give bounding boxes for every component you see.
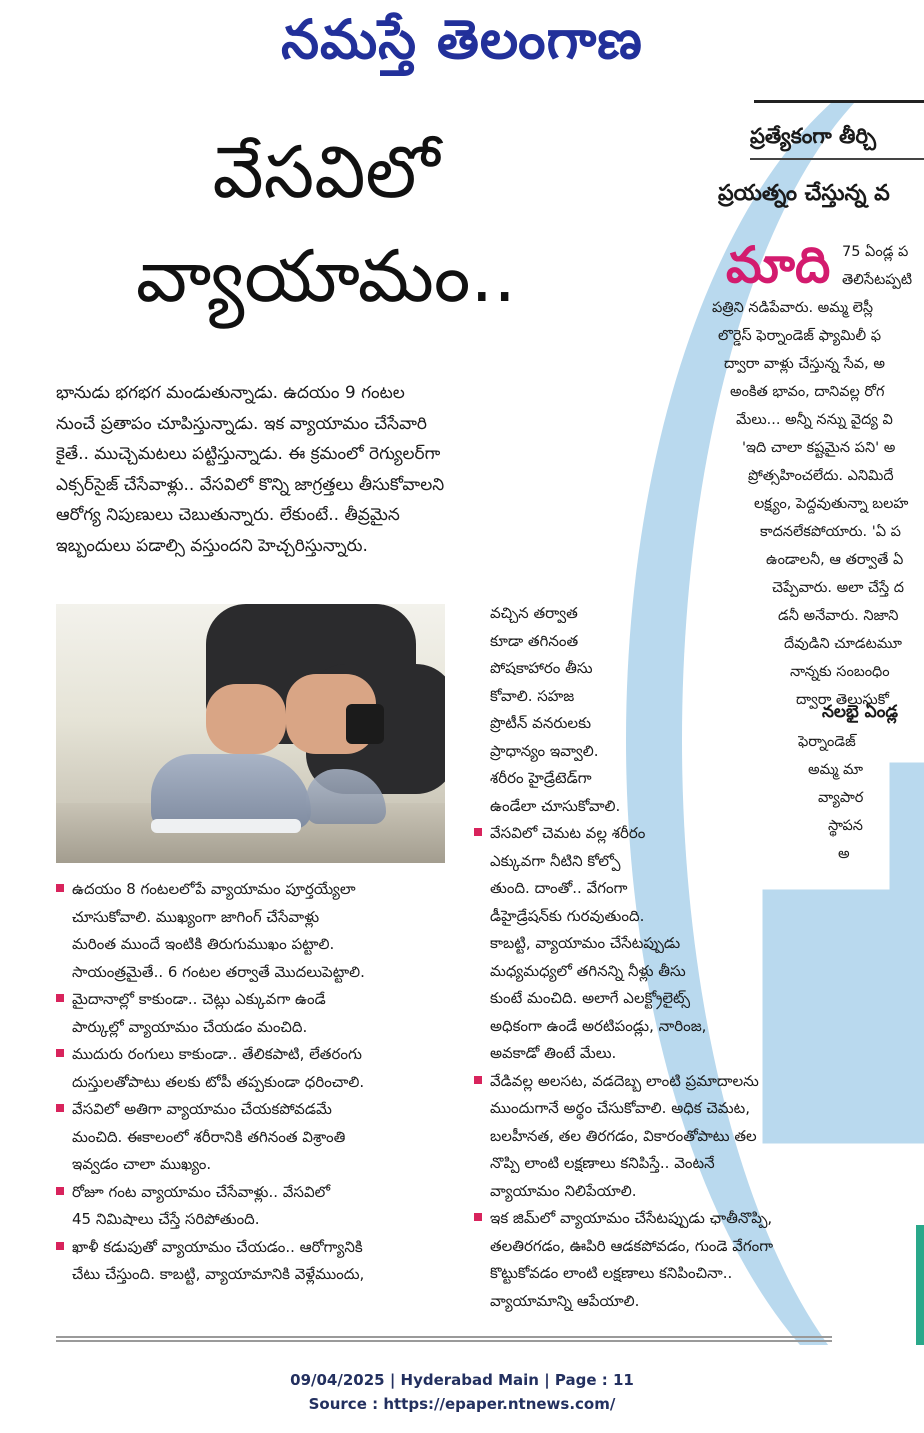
text-line bbox=[700, 462, 924, 490]
text-line-content: అధికంగా ఉండే అరటిపండ్లు, నారింజ, bbox=[490, 1016, 707, 1035]
text-line bbox=[474, 655, 854, 683]
text-line bbox=[474, 1095, 854, 1123]
text-line bbox=[474, 1068, 854, 1096]
text-line-content: 75 ఏండ్ల ప bbox=[842, 244, 909, 260]
text-line-content: మంచిది. ఈకాలంలో శరీరానికి తగినంత విశ్రాంతి bbox=[72, 1127, 346, 1146]
text-line bbox=[56, 1206, 466, 1234]
text-line-content: ఉండేలా చూసుకోవాలి. bbox=[490, 796, 621, 815]
headline-line-2: వ్యాయామం.. bbox=[135, 234, 517, 318]
bullet-marker bbox=[56, 1104, 64, 1112]
text-line bbox=[56, 1151, 466, 1179]
footer-date-edition: 09/04/2025 | Hyderabad Main | Page : 11 bbox=[290, 1371, 634, 1389]
text-line-content: పోషకాహారం తీసు bbox=[490, 659, 593, 677]
text-line-content: దుస్తులతోపాటు తలకు టోపీ తప్పకుండా ధరించాలి. bbox=[72, 1072, 365, 1091]
side-article-dropcap: మాది bbox=[726, 236, 831, 294]
bullet-marker bbox=[56, 1242, 64, 1250]
text-line bbox=[56, 1041, 466, 1069]
text-line bbox=[700, 574, 924, 602]
text-line bbox=[56, 439, 596, 470]
text-line-content: మైదానాల్లో కాకుండా.. చెట్లు ఎక్కువగా ఉండే bbox=[72, 990, 326, 1008]
text-line-content: నుంచే ప్రతాపం చూపిస్తున్నాడు. ఇక వ్యాయామం చేసేవారి bbox=[56, 413, 427, 434]
text-line-content: తెలిసేటప్పటి bbox=[842, 272, 913, 288]
text-line bbox=[700, 294, 924, 322]
text-line-content: వ్యాయామం నిలిపేయాలి. bbox=[490, 1181, 637, 1200]
text-line-content: ద్వారా వాళ్లు చేస్తున్న సేవ, అ bbox=[724, 356, 885, 372]
text-line-content: మధ్యమధ్యలో తగినన్ని నీళ్లు తీసు bbox=[490, 961, 686, 980]
text-line bbox=[474, 710, 854, 738]
text-line-content: అవకాడో తింటే మేలు. bbox=[490, 1044, 617, 1062]
text-line-content: వేసవిలో అతిగా వ్యాయామం చేయకపోవడమే bbox=[72, 1100, 332, 1118]
side-article-rule bbox=[754, 100, 924, 110]
text-line-content: పత్రిని నడిపేవారు. అమ్మ లెస్లీ bbox=[712, 300, 874, 316]
text-line bbox=[700, 238, 924, 266]
text-line bbox=[56, 409, 596, 440]
text-line bbox=[474, 600, 854, 628]
text-line bbox=[56, 378, 596, 409]
text-line-content: అ bbox=[838, 846, 850, 862]
text-line-content: ఫెర్నాండెజ్‌ bbox=[798, 734, 856, 750]
text-line-content: నాన్నకు సంబంధిం bbox=[790, 664, 890, 680]
text-line bbox=[474, 985, 854, 1013]
text-line bbox=[474, 793, 854, 821]
text-line-content: ఉండాలనీ, ఆ తర్వాతే ఏ bbox=[766, 552, 904, 568]
article-photo-shoe-lacing bbox=[56, 604, 445, 863]
text-line-content: అమ్మ మా bbox=[808, 762, 863, 778]
text-line-content: రోజూ గంట వ్యాయామం చేసేవాళ్లు.. వేసవిలో bbox=[72, 1182, 331, 1201]
text-line bbox=[474, 1205, 854, 1233]
text-line bbox=[56, 1124, 466, 1152]
text-line-content: భానుడు భగభగ మండుతున్నాడు. ఉదయం 9 గంటల bbox=[56, 383, 405, 403]
text-line bbox=[56, 1069, 466, 1097]
text-line bbox=[700, 322, 924, 350]
text-line bbox=[474, 628, 854, 656]
text-line-content: కైతే.. ముచ్చెమటలు పట్టిస్తున్నాడు. ఈ క్రమంలో రెగ్యులర్‌గా bbox=[56, 444, 441, 464]
text-line-content: మేలు... అన్నీ నన్ను వైద్య వి bbox=[736, 412, 893, 428]
text-line bbox=[474, 1123, 854, 1151]
text-line-content: పార్కుల్లో వ్యాయామం చేయడం మంచిది. bbox=[72, 1017, 308, 1036]
text-line-content: చెప్పేవారు. అలా చేస్తే ద bbox=[772, 580, 905, 596]
text-line bbox=[474, 1040, 854, 1068]
text-line-content: ప్రాధాన్యం ఇవ్వాలి. bbox=[490, 741, 599, 760]
adjacent-photo-edge bbox=[916, 1225, 924, 1345]
text-line-content: దేవుడిని చూడటమూ bbox=[784, 636, 902, 652]
text-line-content: డనీ అనేవారు. నిజాని bbox=[778, 608, 899, 624]
text-line-content: బలహీనత, తల తిరగడం, వికారంతోపాటు తల bbox=[490, 1126, 757, 1145]
text-line bbox=[700, 266, 924, 294]
text-line-content: నొప్పి లాంటి లక్షణాలు కనిపిస్తే.. వెంటనే bbox=[490, 1154, 715, 1172]
text-line-content: ఉదయం 8 గంటలలోపే వ్యాయామం పూర్తయ్యేలా bbox=[72, 880, 356, 898]
text-line-content: కాదనలేకపోయారు. 'ఏ ప bbox=[760, 524, 901, 540]
text-line bbox=[700, 406, 924, 434]
photo-shoe-sole bbox=[151, 819, 301, 833]
text-line bbox=[56, 1261, 466, 1289]
text-line-content: కుంటే మంచిది. అలాగే ఎలక్ట్రోలైట్స్‌ bbox=[490, 989, 691, 1007]
text-line-content: కాబట్టి, వ్యాయామం చేసేటప్పుడు bbox=[490, 934, 681, 952]
text-line bbox=[700, 490, 924, 518]
text-line bbox=[56, 1234, 466, 1262]
text-line bbox=[56, 1096, 466, 1124]
text-line-content: వేడివల్ల అలసట, వడదెబ్బ లాంటి ప్రమాదాలను bbox=[490, 1071, 759, 1090]
article-intro bbox=[56, 378, 596, 561]
text-line bbox=[474, 1233, 854, 1261]
bottom-rule bbox=[56, 1336, 832, 1342]
article-column-right bbox=[474, 600, 854, 1315]
text-line-content: అంకిత భావం, దానివల్ల రోగ bbox=[730, 384, 885, 400]
text-line bbox=[56, 531, 596, 562]
text-line bbox=[474, 683, 854, 711]
text-line bbox=[700, 434, 924, 462]
text-line bbox=[474, 958, 854, 986]
text-line-content: ఇబ్బందులు పడాల్సి వస్తుందని హెచ్చరిస్తున్నారు. bbox=[56, 535, 368, 556]
bullet-marker bbox=[56, 994, 64, 1002]
newspaper-masthead: నమస్తే తెలంగాణ bbox=[281, 7, 643, 71]
text-line bbox=[474, 1013, 854, 1041]
text-line-content: ఎక్కువగా నీటిని కోల్పో bbox=[490, 851, 621, 870]
text-line-content: వచ్చిన తర్వాత bbox=[490, 604, 578, 622]
text-line bbox=[700, 546, 924, 574]
text-line bbox=[474, 1288, 854, 1316]
bullet-marker bbox=[56, 884, 64, 892]
photo-shoe bbox=[151, 754, 311, 829]
text-line-content: ఆరోగ్య నిపుణులు చెబుతున్నారు. లేకుంటే.. తీవ్రమైన bbox=[56, 505, 400, 525]
text-line-content: వేసవిలో చెమట వల్ల శరీరం bbox=[490, 824, 646, 842]
text-line bbox=[474, 1178, 854, 1206]
side-article-subhead: ప్రత్యేకంగా తీర్చి bbox=[750, 116, 924, 160]
photo-hand-left bbox=[206, 684, 286, 754]
side-article-subhead-2: ప్రయత్నం చేస్తున్న వ bbox=[718, 181, 890, 206]
page-footer bbox=[0, 1368, 924, 1416]
text-line-content: 45 నిమిషాలు చేస్తే సరిపోతుంది. bbox=[72, 1210, 260, 1228]
bullet-marker bbox=[474, 1076, 482, 1084]
text-line-content: డీహైడ్రేషన్‌కు గురవుతుంది. bbox=[490, 906, 645, 925]
text-line-content: ముదురు రంగులు కాకుండా.. తేలికపాటి, లేతరంగు bbox=[72, 1045, 362, 1063]
text-line-content: వ్యాపార bbox=[818, 790, 864, 806]
text-line-content: తుంది. దాంతో.. వేగంగా bbox=[490, 879, 628, 897]
article-headline bbox=[56, 120, 596, 328]
text-line-content: ఖాళీ కడుపుతో వ్యాయామం చేయడం.. ఆరోగ్యానికి bbox=[72, 1237, 363, 1256]
text-line bbox=[700, 518, 924, 546]
text-line bbox=[474, 903, 854, 931]
text-line bbox=[474, 765, 854, 793]
text-line bbox=[474, 930, 854, 958]
text-line bbox=[474, 875, 854, 903]
text-line-content: ద్వారా తెలుసుకో bbox=[796, 692, 889, 708]
text-line-content: లొర్డెస్‌ ఫెర్నాండెజ్‌ ఫ్యామిలీ ఫ bbox=[718, 328, 882, 344]
text-line bbox=[56, 986, 466, 1014]
text-line-content: లక్ష్యం, పెద్దవుతున్నా బలహ bbox=[754, 496, 909, 512]
photo-smartwatch bbox=[346, 704, 384, 744]
text-line bbox=[56, 470, 596, 501]
text-line-content: కొట్టుకోవడం లాంటి లక్షణాలు కనిపించినా.. bbox=[490, 1264, 733, 1282]
text-line-content: ఇక జిమ్‌లో వ్యాయామం చేసేటప్పుడు ఛాతీనొప్పి, bbox=[490, 1209, 773, 1227]
text-line bbox=[474, 1260, 854, 1288]
text-line bbox=[56, 876, 466, 904]
text-line bbox=[474, 848, 854, 876]
bullet-marker bbox=[56, 1187, 64, 1195]
text-line-content: సాయంత్రమైతే.. 6 గంటల తర్వాతే మొదలుపెట్టాలి. bbox=[72, 962, 365, 981]
text-line-content: ప్రొటీన్‌ వనరులకు bbox=[490, 714, 592, 732]
bullet-marker bbox=[474, 828, 482, 836]
bullet-marker bbox=[56, 1049, 64, 1057]
text-line bbox=[474, 820, 854, 848]
headline-line-1: వేసవిలో bbox=[212, 130, 440, 214]
footer-source: Source : https://epaper.ntnews.com/ bbox=[308, 1395, 616, 1413]
text-line-content: ముందుగానే అర్థం చేసుకోవాలి. అధిక చెమట, bbox=[490, 1099, 751, 1117]
text-line-content: చూసుకోవాలి. ముఖ్యంగా జాగింగ్‌ చేసేవాళ్లు bbox=[72, 907, 320, 926]
text-line-content: ప్రోత్సహించలేదు. ఎనిమిదే bbox=[748, 468, 894, 484]
text-line bbox=[56, 500, 596, 531]
text-line-content: కూడా తగినంత bbox=[490, 631, 579, 650]
text-line bbox=[56, 1179, 466, 1207]
text-line bbox=[56, 904, 466, 932]
text-line-content: 'ఇది చాలా కష్టమైన పని' అ bbox=[742, 440, 896, 456]
text-line-content: చేటు చేస్తుంది. కాబట్టి, వ్యాయామానికి వెళ్లేముందు, bbox=[72, 1265, 365, 1283]
text-line-content: మరింత ముందే ఇంటికి తిరుగుముఖం పట్టాలి. bbox=[72, 935, 335, 953]
text-line bbox=[700, 378, 924, 406]
text-line-content: కోవాలి. సహజ bbox=[490, 686, 575, 705]
text-line-content: ఇవ్వడం చాలా ముఖ్యం. bbox=[72, 1155, 212, 1173]
text-line bbox=[700, 350, 924, 378]
side-article-subhead-3: నలభై ఏండ్ల bbox=[822, 702, 898, 722]
text-line-content: స్థాపన bbox=[828, 818, 863, 834]
text-line bbox=[56, 959, 466, 987]
text-line bbox=[474, 738, 854, 766]
text-line-content: వ్యాయామాన్ని ఆపేయాలి. bbox=[490, 1291, 640, 1310]
bullet-marker bbox=[474, 1213, 482, 1221]
text-line-content: శరీరం హైడ్రేటెడ్‌గా bbox=[490, 769, 592, 787]
text-line bbox=[474, 1150, 854, 1178]
text-line-content: ఎక్సర్‌సైజ్‌ చేసేవాళ్లు.. వేసవిలో కొన్ని జాగ్రత్తలు తీసుకోవాలని bbox=[56, 474, 445, 495]
text-line bbox=[56, 931, 466, 959]
text-line bbox=[56, 1014, 466, 1042]
text-line-content: తలతిరగడం, ఊపిరి ఆడకపోవడం, గుండె వేగంగా bbox=[490, 1236, 774, 1255]
article-column-left bbox=[56, 876, 466, 1289]
